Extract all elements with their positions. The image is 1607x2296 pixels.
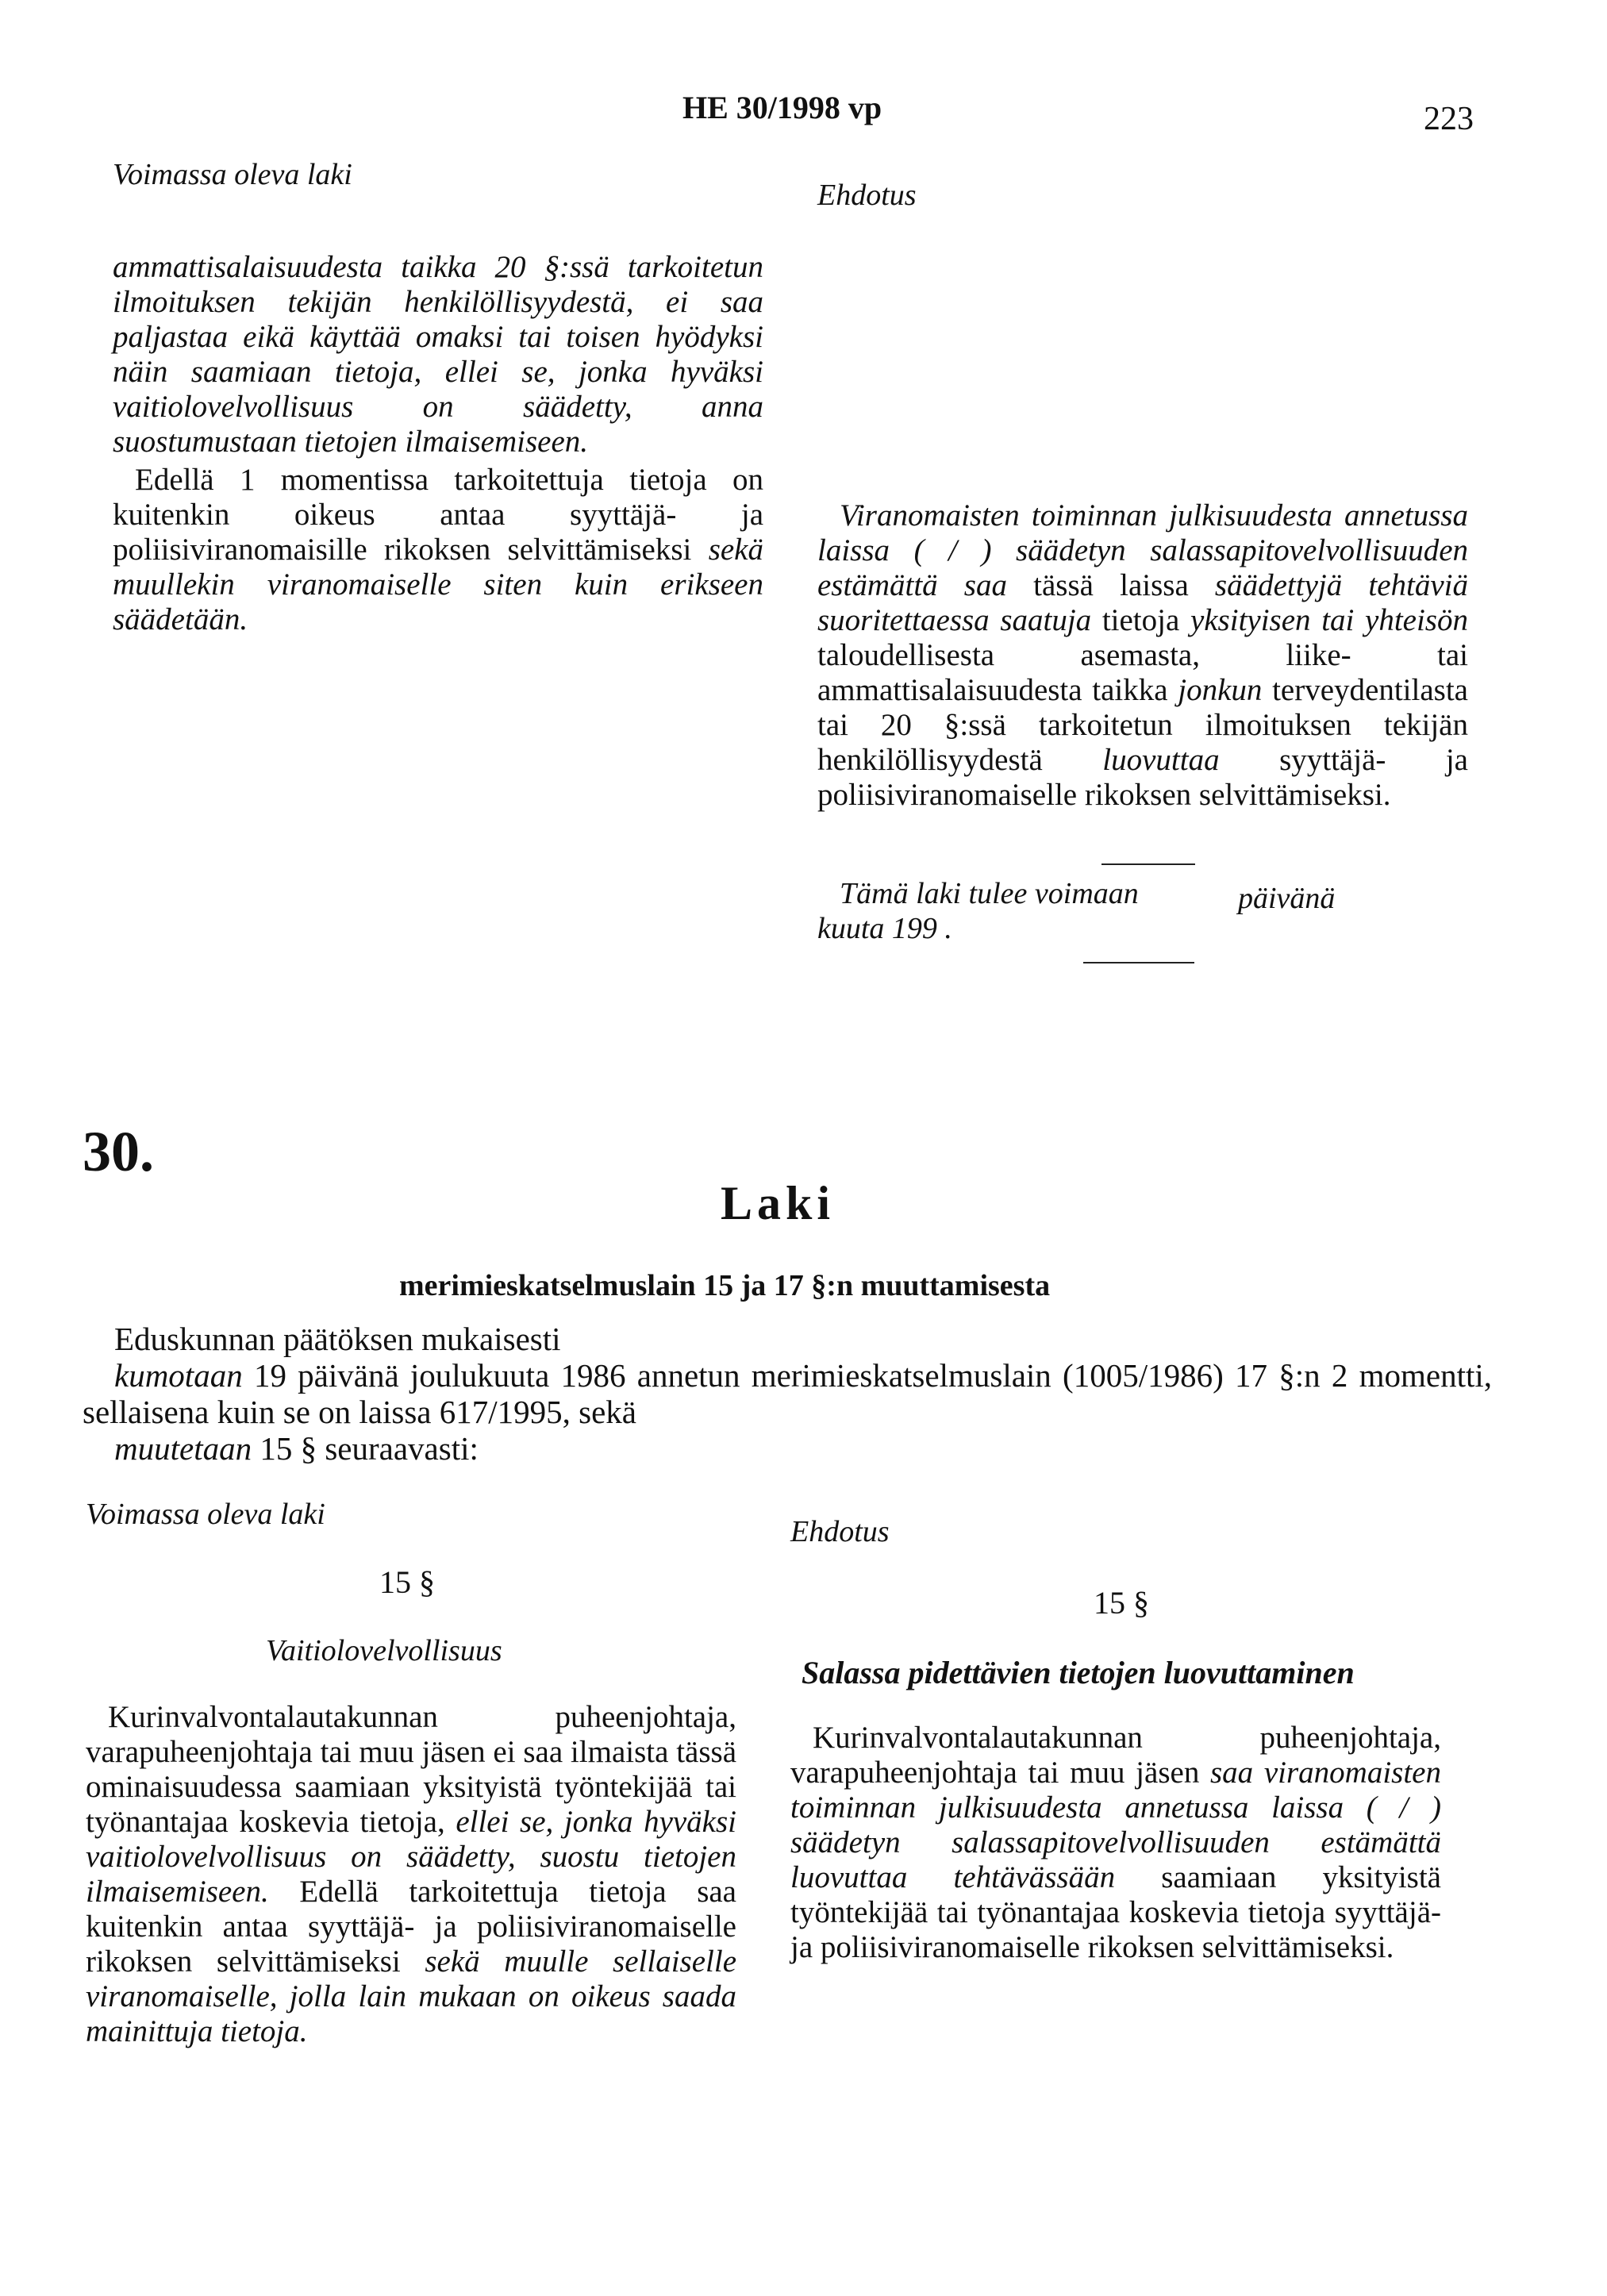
amend-clause [83, 1430, 1492, 1467]
entry-into-force-month: kuuta 199 . [817, 912, 952, 945]
right-para-seg-7: jonkun [1178, 673, 1263, 707]
left-paragraph-2 [113, 463, 763, 637]
left-section-paragraph [86, 1700, 736, 2049]
amend-keyword: muutetaan [114, 1430, 252, 1467]
left-section-number: 15 § [379, 1564, 435, 1600]
right-para-seg-1: Viranomaisten toiminnan julkisuudesta annetussa laissa ( / ) säädetyn salassapitovelvollisuuden estämättä saa [817, 498, 1468, 602]
left-sec-seg-4: sekä muulle sellaiselle viranomaiselle, jolla lain mukaan on oikeus saada mainittuja tietoja. [86, 1944, 736, 2048]
repeal-keyword: kumotaan [114, 1357, 243, 1394]
right-sec-seg-1: Kurinvalvontalautakunnan puheenjohtaja, varapuheenjohtaja tai muu jäsen [790, 1721, 1441, 1790]
law-subtitle: merimieskatselmuslain 15 ja 17 §:n muuttamisesta [399, 1269, 1051, 1302]
law-title: Laki [721, 1177, 836, 1229]
left-sec-seg-2: ellei se, jonka hyväksi vaitiolovelvollisuus on säädetty, suostu tietojen ilmaisemiseen. [86, 1805, 737, 1909]
left-sec-seg-1: Kurinvalvontalautakunnan puheenjohtaja, varapuheenjohtaja tai muu jäsen ei saa ilmaista tässä ominaisuudessa saamiaan yksityistä työntekijää tai työnantajaa koskevia tietoja, [86, 1700, 736, 1839]
right-sec-seg-2: saa viranomaisten toiminnan julkisuudesta annetussa laissa ( / ) säädetyn salassapitovelvollisuuden estämättä luovuttaa tehtävässään [790, 1756, 1441, 1894]
right-column-heading: Ehdotus [817, 179, 917, 212]
right-para-seg-2: tässä laissa [1007, 568, 1215, 602]
right-section-number: 15 § [1094, 1585, 1149, 1621]
right-para-seg-8: terveydentilasta tai 20 §:ssä tarkoitetun ilmoituksen tekijän henkilöllisyydestä [817, 673, 1468, 777]
right-column-bottom [790, 1721, 1441, 1965]
right-section-paragraph [790, 1721, 1441, 1965]
right-para-seg-10: syyttäjä- ja poliisiviranomaiselle rikoksen selvittämiseksi. [817, 743, 1468, 812]
right-para-seg-4: tietoja [1091, 603, 1190, 637]
page-number: 223 [1424, 101, 1474, 137]
left-column-top [113, 250, 763, 637]
left-paragraph-2-text: Edellä 1 momentissa tarkoitettuja tietoja on kuitenkin oikeus antaa syyttäjä- ja poliisiviranomaisille rikoksen selvittämiseksi [113, 463, 763, 567]
enacting-clause: Eduskunnan päätöksen mukaisesti [114, 1321, 561, 1357]
left-column-bottom [86, 1700, 736, 2049]
law-intro [83, 1321, 1492, 1467]
right-sec-seg-3: saamiaan yksityistä työntekijää tai työnantajaa koskevia tietoja syyttäjä- ja poliisiviranomaiselle rikoksen selvittämiseksi. [790, 1860, 1441, 1964]
right-section-title: Salassa pidettävien tietojen luovuttaminen [802, 1655, 1355, 1690]
entry-into-force-text: Tämä laki tulee voimaan [840, 877, 1139, 910]
left-paragraph-2-italic: sekä muullekin viranomaiselle siten kuin erikseen säädetään. [113, 533, 763, 636]
left-paragraph-1: ammattisalaisuudesta taikka 20 §:ssä tarkoitetun ilmoituksen tekijän henkilöllisyydestä, ei saa paljastaa eikä käyttää omaksi tai toisen hyödyksi näin saamiaan tietoja, ellei se, jonka hyväksi vaitiolovelvollisuus on säädetty, anna suostumustaan tietojen ilmaisemiseen. [113, 250, 763, 459]
left-sec-seg-3: Edellä tarkoitettuja tietoja saa kuitenkin antaa syyttäjä- ja poliisiviranomaiselle rikoksen selvittämiseksi [86, 1875, 736, 1979]
divider-rule-2 [1083, 962, 1194, 963]
law-number: 30. [83, 1120, 154, 1183]
right-para-seg-5: yksityisen tai yhteisön [1190, 603, 1468, 637]
left-column-heading: Voimassa oleva laki [113, 158, 352, 191]
divider-rule-1 [1101, 863, 1195, 865]
right-column-heading-2: Ehdotus [790, 1515, 890, 1548]
right-column-top [817, 498, 1468, 813]
repeal-clause [83, 1357, 1492, 1430]
entry-into-force-day: päivänä [1238, 882, 1336, 915]
right-para-seg-6: taloudellisesta asemasta, liike- tai ammattisalaisuudesta taikka [817, 638, 1468, 707]
left-column-heading-2: Voimassa oleva laki [86, 1498, 325, 1531]
amend-text: 15 § seuraavasti: [252, 1430, 479, 1467]
running-title: HE 30/1998 vp [682, 90, 882, 125]
left-section-title: Vaitiolovelvollisuus [266, 1634, 502, 1667]
right-para-seg-9: luovuttaa [1102, 743, 1220, 777]
repeal-text: 19 päivänä joulukuuta 1986 annetun merimieskatselmuslain (1005/1986) 17 §:n 2 momentti, sellaisena kuin se on laissa 617/1995, sekä [83, 1357, 1492, 1430]
right-para-seg-3: säädettyjä tehtäviä suoritettaessa saatuja [817, 568, 1468, 637]
right-paragraph-1 [817, 498, 1468, 813]
